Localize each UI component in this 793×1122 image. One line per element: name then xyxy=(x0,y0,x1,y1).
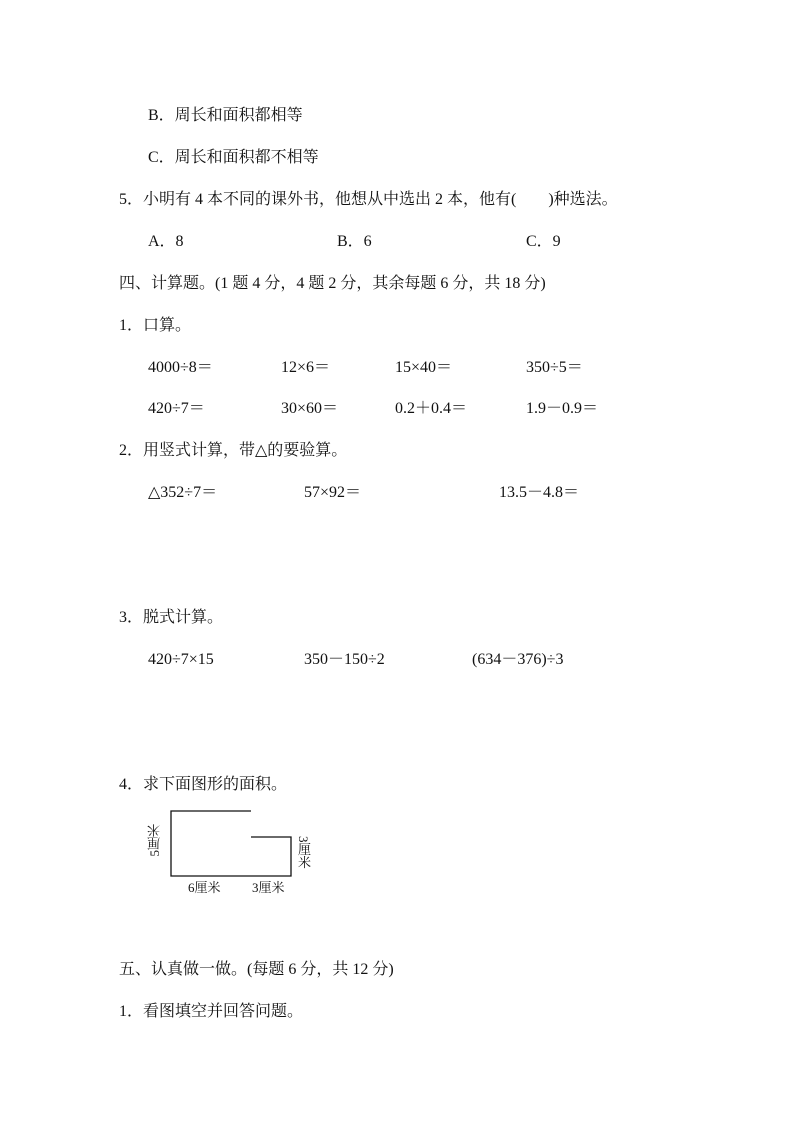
bottom-left-dimension-label: 6厘米 xyxy=(188,880,221,895)
option-c: C．周长和面积都不相等 xyxy=(148,149,319,166)
area-figure xyxy=(140,800,330,900)
q1-label: 1．口算。 xyxy=(119,317,192,334)
right-dimension-label: 3厘米 xyxy=(296,836,311,869)
bottom-right-dimension-label: 3厘米 xyxy=(252,880,285,895)
q2-label: 2．用竖式计算，带△的要验算。 xyxy=(119,442,348,459)
option-b: B．周长和面积都相等 xyxy=(148,107,303,124)
vertical-calc-2: 57×92＝ xyxy=(304,484,362,501)
mental-math-r1c3: 15×40＝ xyxy=(395,359,453,376)
stepwise-calc-1: 420÷7×15 xyxy=(148,651,214,668)
q3-label: 3．脱式计算。 xyxy=(119,609,224,626)
mental-math-r1c4: 350÷5＝ xyxy=(526,359,583,376)
question-5-stem: 5．小明有 4 本不同的课外书，他想从中选出 2 本，他有( )种选法。 xyxy=(119,191,618,208)
mental-math-r2c1: 420÷7＝ xyxy=(148,400,205,417)
mental-math-r2c4: 1.9－0.9＝ xyxy=(526,400,599,417)
q5-option-b: B．6 xyxy=(337,233,372,250)
mental-math-r1c1: 4000÷8＝ xyxy=(148,359,213,376)
stepwise-calc-3: (634－376)÷3 xyxy=(472,651,564,668)
stepwise-calc-2: 350－150÷2 xyxy=(304,651,385,668)
q5-option-c: C．9 xyxy=(526,233,561,250)
section-5-q1-label: 1．看图填空并回答问题。 xyxy=(119,1003,304,1020)
mental-math-r2c3: 0.2＋0.4＝ xyxy=(395,400,468,417)
left-dimension-label: 5厘米 xyxy=(147,824,162,857)
mental-math-r2c2: 30×60＝ xyxy=(281,400,339,417)
q5-option-a: A．8 xyxy=(148,233,184,250)
q4-label: 4．求下面图形的面积。 xyxy=(119,776,288,793)
section-5-title: 五、认真做一做。(每题 6 分，共 12 分) xyxy=(119,961,394,978)
vertical-calc-3: 13.5－4.8＝ xyxy=(499,484,580,501)
mental-math-r1c2: 12×6＝ xyxy=(281,359,331,376)
section-4-title: 四、计算题。(1 题 4 分，4 题 2 分，其余每题 6 分，共 18 分) xyxy=(119,275,546,292)
vertical-calc-1: △352÷7＝ xyxy=(148,484,218,501)
